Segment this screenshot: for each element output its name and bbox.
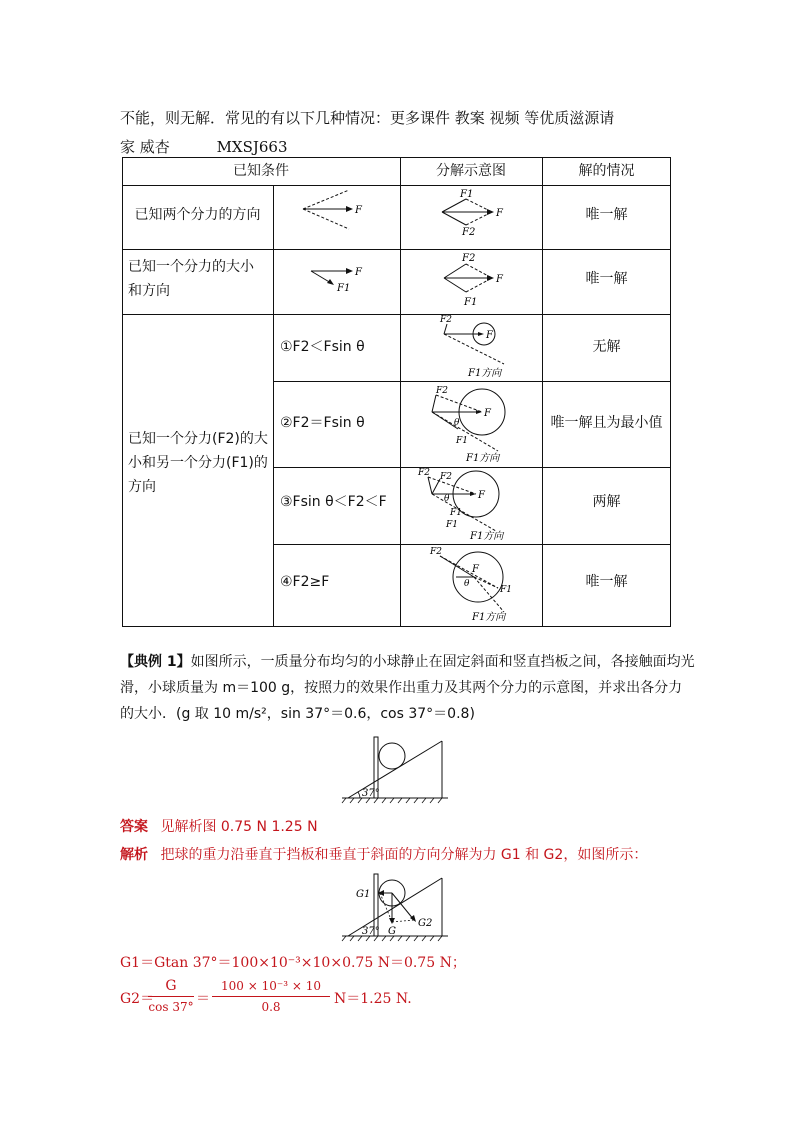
eq2-frac1-den: cos 37° bbox=[148, 1000, 194, 1014]
subrow2-F-label: F bbox=[484, 408, 491, 419]
incline-angle-label: 37° bbox=[362, 788, 380, 799]
row1-F-label: F bbox=[355, 205, 362, 216]
subrow2-F2-label: F2 bbox=[436, 386, 448, 396]
subrow3-theta-label: θ bbox=[444, 494, 450, 504]
decomposition-table bbox=[122, 157, 671, 627]
subrow3-F1a-label: F1 bbox=[450, 508, 462, 518]
subrow2-diagram bbox=[400, 381, 542, 467]
eq2-frac2-num: 100 × 10⁻³ × 10 bbox=[212, 976, 330, 997]
subrow2-case: ②F2＝Fsin θ bbox=[280, 415, 365, 431]
row2-result: 唯一解 bbox=[585, 271, 628, 287]
header-result: 解的情况 bbox=[578, 163, 635, 179]
eq2-frac1-num: G bbox=[148, 976, 194, 997]
example-text-1: 如图所示，一质量分布均匀的小球静止在固定斜面和竖直挡板之间，各接触面均光 bbox=[190, 654, 695, 670]
subrow4-case: ④F2≥F bbox=[280, 574, 330, 590]
subrow4-diagram bbox=[400, 544, 542, 626]
analysis-label: 解析 bbox=[120, 847, 148, 863]
intro-code: MXSJ663 bbox=[216, 138, 288, 156]
subrow3-F2b-label: F2 bbox=[440, 472, 452, 482]
subrow1-diagram bbox=[400, 314, 542, 381]
row2-condition bbox=[128, 255, 273, 303]
example-tag: 【典例 1】 bbox=[120, 654, 191, 670]
subrow3-result: 两解 bbox=[592, 494, 621, 510]
row1-result: 唯一解 bbox=[585, 207, 628, 223]
eq2-tail: N＝1.25 N. bbox=[334, 991, 412, 1007]
subrow1-F-label: F bbox=[486, 330, 493, 341]
incline-figure bbox=[338, 735, 452, 805]
subrow4-F2-label: F2 bbox=[430, 547, 442, 557]
row3-condition-line3: 方向 bbox=[128, 479, 156, 495]
header-diagram: 分解示意图 bbox=[436, 163, 506, 179]
subrow4-theta-label: θ bbox=[464, 579, 470, 589]
eq2-frac1 bbox=[148, 976, 194, 1017]
example-line-2: 滑，小球质量为 m＝100 g，按照力的效果作出重力及其两个分力的示意图，并求出各分力 bbox=[120, 680, 683, 696]
subrow3-case: ③Fsin θ＜F2＜F bbox=[280, 494, 387, 510]
eq2-frac2 bbox=[212, 976, 330, 1017]
subrow3-F-label: F bbox=[478, 490, 485, 501]
subrow4-F1dir-label: F1方向 bbox=[472, 612, 506, 623]
row2-F1-dlabel: F1 bbox=[464, 297, 478, 308]
row2-condition-line2: 和方向 bbox=[128, 283, 170, 299]
subrow3-F1b-label: F1 bbox=[446, 520, 458, 530]
intro-line-2-text: 家 威杏 bbox=[120, 138, 170, 156]
subrow3-F1dir-label: F1方向 bbox=[470, 531, 504, 542]
subrow4-result: 唯一解 bbox=[585, 574, 628, 590]
subrow4-F1-label: F1 bbox=[500, 585, 512, 595]
analysis-line bbox=[120, 842, 647, 868]
fig-G-label: G bbox=[388, 926, 396, 937]
row2-given-diagram bbox=[273, 249, 400, 314]
row2-F-label: F bbox=[355, 267, 362, 278]
answer-text: 见解析图 0.75 N 1.25 N bbox=[160, 819, 318, 835]
answer-label: 答案 bbox=[120, 819, 148, 835]
eq2-equals: ＝ bbox=[196, 991, 210, 1007]
subrow3-F2a-label: F2 bbox=[418, 468, 430, 478]
fig-G2-label: G2 bbox=[418, 918, 433, 929]
row2-decomp-diagram bbox=[400, 249, 542, 314]
row2-F2-label: F2 bbox=[462, 253, 476, 264]
analysis-text: 把球的重力沿垂直于挡板和垂直于斜面的方向分解为力 G1 和 G2，如图所示： bbox=[160, 847, 648, 863]
example-line-1 bbox=[120, 649, 695, 675]
fig-angle-label: 37° bbox=[362, 926, 380, 937]
eq2-lhs: G2＝ bbox=[120, 991, 155, 1007]
subrow1-result: 无解 bbox=[592, 339, 621, 355]
row2-decomp-F-label: F bbox=[496, 274, 503, 285]
intro-line-2 bbox=[120, 136, 288, 158]
row1-decomp-F-label: F bbox=[496, 208, 503, 219]
subrow4-F-label: F bbox=[472, 564, 479, 575]
row3-condition bbox=[128, 427, 273, 499]
subrow2-result: 唯一解且为最小值 bbox=[550, 415, 663, 431]
row1-F2-label: F2 bbox=[462, 227, 476, 238]
row1-given-diagram bbox=[273, 185, 400, 249]
subrow1-F2-label: F2 bbox=[440, 315, 452, 325]
row3-condition-line2: 小和另一个分力(F1)的 bbox=[128, 455, 268, 471]
row3-condition-line1: 已知一个分力(F2)的大 bbox=[128, 431, 268, 447]
subrow2-F1-label: F1 bbox=[456, 436, 468, 446]
example-line-3: 的大小．(g 取 10 m/s²，sin 37°＝0.6，cos 37°＝0.8) bbox=[120, 706, 475, 722]
subrow1-case: ①F2＜Fsin θ bbox=[280, 339, 365, 355]
row1-condition: 已知两个分力的方向 bbox=[134, 207, 261, 223]
analysis-figure bbox=[338, 872, 452, 944]
header-condition: 已知条件 bbox=[233, 163, 289, 179]
eq2-frac2-den: 0.8 bbox=[261, 1000, 281, 1014]
subrow2-theta-label: θ bbox=[454, 418, 460, 428]
equation-1: G1＝Gtan 37°＝100×10⁻³×10×0.75 N＝0.75 N； bbox=[120, 955, 466, 971]
subrow1-F1dir-label: F1方向 bbox=[468, 368, 502, 379]
subrow2-F1dir-label: F1方向 bbox=[466, 453, 500, 464]
answer-line bbox=[120, 814, 318, 840]
row2-F1-label: F1 bbox=[337, 283, 351, 294]
fig-G1-label: G1 bbox=[356, 889, 371, 900]
row1-F1-label: F1 bbox=[460, 189, 474, 200]
subrow3-diagram bbox=[400, 467, 542, 544]
row1-decomp-diagram bbox=[400, 185, 542, 249]
intro-line-1: 不能，则无解．常见的有以下几种情况：更多课件 教案 视频 等优质滋源请 bbox=[120, 109, 615, 127]
row2-condition-line1: 已知一个分力的大小 bbox=[128, 259, 254, 275]
